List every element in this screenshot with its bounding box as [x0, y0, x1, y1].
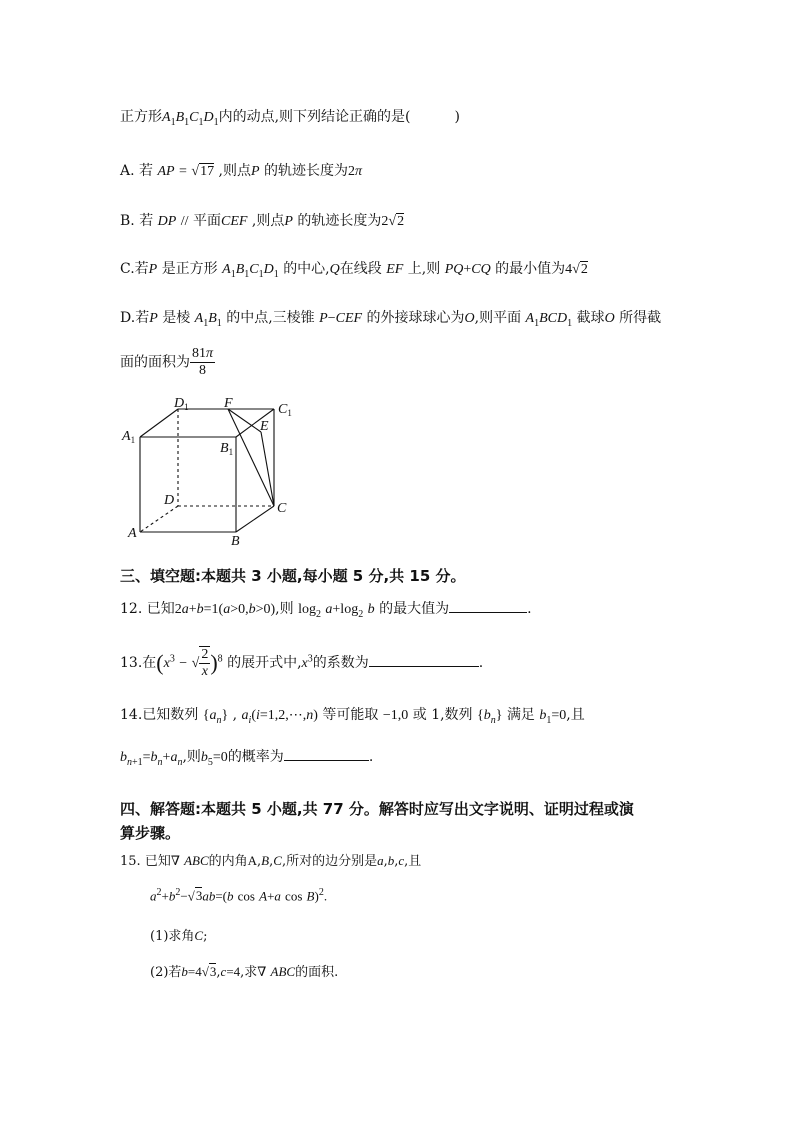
cube-figure [118, 392, 308, 548]
answer-blank-14[interactable] [284, 746, 369, 761]
label-c1: C [278, 402, 288, 417]
section-4-heading-line1: 四、解答题:本题共 5 小题,共 77 分。解答时应写出文字说明、证明过程或演 [120, 800, 634, 818]
label-c1-sub: 1 [287, 408, 292, 418]
svg-text:D1 [173, 396, 189, 412]
option-c: C.若P 是正方形 $A_1B_1C_1D_1$ 的中心,Q在线段 EF 上,则 PQ+CQ 的最小值为4√2 [120, 261, 588, 280]
label-a1: A [122, 429, 131, 444]
section-4-heading-line2: 算步骤。 [120, 824, 181, 842]
label-a1-sub: 1 [130, 435, 136, 445]
label-d1: D [174, 396, 185, 411]
label-c: C [277, 501, 287, 516]
question-15-part2: (2)若b=4√3,c=4,求∇ ABC的面积. [150, 964, 339, 980]
option-b: B. 若 DP // 平面CEF ,则点P 的轨迹长度为2√2 [120, 213, 405, 229]
answer-blank-13[interactable] [369, 652, 479, 667]
label-b1-sub: 1 [228, 447, 234, 457]
section-3-heading: 三、填空题:本题共 3 小题,每小题 5 分,共 15 分。 [120, 567, 466, 585]
option-d: D.若P 是棱 $A_1B_1$ 的中点,三棱锥 P−CEF 的外接球球心为O,则平面 $A_1BCD_1$ 截球O 所得截 [120, 310, 662, 329]
question-15-equation: $a^2+b^2-√3ab=(b$ cos A+a cos B)$^2$. [150, 887, 328, 904]
label-b: B [231, 534, 240, 548]
svg-text:C1 [278, 402, 292, 418]
label-b1: B [220, 441, 229, 456]
question-14-cont: $b_{n+1}=b_n+a_n$,则$b_5=0$的概率为 . [120, 746, 373, 768]
label-f: F [224, 396, 233, 411]
question-12: 12. 已知2a+b=1(a>0,b>0),则 $\log_2 a+\log_2$ b 的最大值为 . [120, 598, 532, 620]
label-a: A [128, 526, 137, 541]
svg-text:A1 [121, 429, 135, 445]
answer-blank-12[interactable] [449, 598, 527, 613]
question-15-part1: (1)求角C; [150, 928, 208, 944]
option-d-cont: 面的面积为 $\frac{81\pi}{8}$ [120, 346, 214, 378]
question-11-stem: 正方形$A_1B_1C_1D_1$内的动点,则下列结论正确的是( ) [120, 109, 460, 128]
option-a: A. 若 AP = √17 ,则点P 的轨迹长度为2π [120, 163, 363, 179]
question-14: 14.已知数列 $\{a_n\}$ , $a_i(i=1,2,\cdots,n)$ 等可能取 −1,0 或 1,数列 $\{b_n\}$ 满足 $b_1=0$,且 [120, 707, 585, 726]
question-15: 15. 已知∇ ABC的内角A,B,C,所对的边分别是a,b,c,且 [120, 853, 422, 869]
svg-text:B1 [220, 441, 233, 457]
label-e: E [260, 419, 269, 434]
question-13: 13.在($x^3$ − √ $\frac{2}{x}$ )$^8$ 的展开式中$,x^3$的系数为 . [120, 647, 484, 679]
label-d: D [164, 493, 175, 508]
label-d1-sub: 1 [184, 402, 189, 412]
